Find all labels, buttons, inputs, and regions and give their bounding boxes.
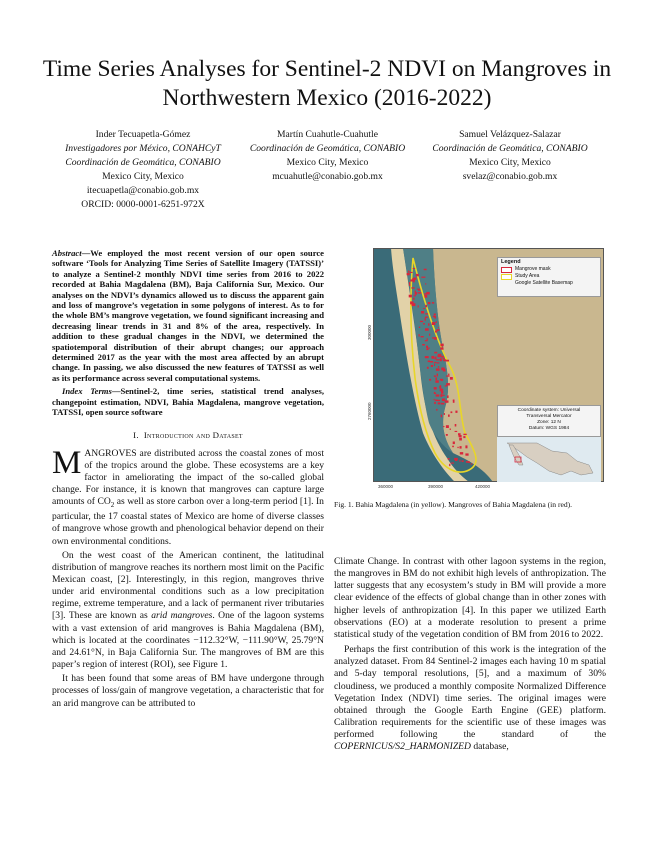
right-paragraph-1: Climate Change. In contrast with other lagoon systems in the region, the mangroves in BM do not exhibit high levels of anthropization. The latter suggests that any ecosystem’s study in BM will provide a more clear evidence of the effects of global change than in other zones with higher levels of anthropization [4]. In this paper we utilized Earth observations (EO) at a moderate resolution to present a prime statistical study of the vegetation condition of BM from 2016 to 2022. — [334, 556, 606, 640]
mangrove-patch — [460, 452, 463, 454]
mangrove-patch — [411, 287, 414, 288]
mangrove-patch — [449, 464, 450, 466]
author-block-1 — [40, 128, 246, 212]
mangrove-patch — [441, 391, 443, 394]
legend-label: Mangrove mask — [515, 266, 551, 272]
mangrove-patch — [437, 400, 440, 401]
mangrove-patch — [421, 336, 424, 337]
y-tick-label: 300000 — [367, 324, 372, 340]
mangrove-patch — [436, 395, 440, 397]
author-name: Samuel Velázquez-Salazar — [459, 129, 561, 140]
mangrove-patch — [459, 438, 462, 441]
paragraph-text: ANGROVES are distributed across the coastal zones of most of the tropics around the globe. These ecosystems are a key factor in ameliorating the impact of the so-called global change. For instance, it is known that mangroves can capture large amounts of CO — [52, 447, 324, 508]
mangrove-patch — [434, 314, 436, 316]
author-name: Martín Cuahutle-Cuahutle — [277, 129, 378, 140]
mangrove-patch — [438, 354, 441, 355]
mangrove-patch — [431, 365, 433, 367]
mangrove-patch — [434, 399, 435, 400]
section-number: I. — [133, 429, 139, 440]
mangrove-patch — [444, 413, 445, 415]
mangrove-patch — [440, 379, 443, 381]
mangrove-patch — [440, 344, 443, 347]
mangrove-patch — [446, 425, 449, 428]
mangrove-patch — [424, 269, 427, 271]
mangrove-patch — [410, 279, 413, 281]
mangrove-patch — [452, 446, 454, 448]
mangrove-patch — [416, 274, 419, 276]
mangrove-patch — [434, 352, 437, 354]
intro-paragraph-1 — [52, 444, 324, 548]
mangrove-patch — [440, 390, 441, 391]
mangrove-patch — [455, 424, 457, 427]
mangrove-patch — [425, 319, 426, 321]
mangrove-patch — [432, 337, 433, 339]
intro-paragraph-2 — [52, 550, 324, 672]
subscript: 2 — [110, 501, 115, 510]
mangrove-patch — [455, 411, 457, 413]
mangrove-patch — [451, 411, 453, 413]
mangrove-patch — [441, 415, 442, 418]
coord-line: Zone: 12 N — [537, 420, 561, 425]
mangrove-patch — [425, 340, 427, 341]
paragraph-text: as well as store carbon over a long-term period [1]. In particular, the 17 coastal states of Mexico are home of diverse classes of mangrove whose growth and phenological behavior depend on their own environmental conditions. — [52, 496, 324, 547]
legend-title: Legend — [501, 259, 521, 265]
mangrove-patch — [434, 375, 436, 377]
study-area-swatch — [501, 274, 512, 280]
mangrove-patch — [434, 362, 436, 363]
mangrove-patch — [426, 292, 429, 295]
mangrove-patch — [409, 295, 412, 298]
mangrove-patch — [418, 292, 422, 293]
intro-paragraph-3: It has been found that some areas of BM have undergone through processes of loss/gain of mangrove vegetation, a characteristic that for an arid mangrove can be attributed to — [52, 673, 324, 709]
mangrove-patch — [424, 295, 427, 298]
author-affiliation: Coordinación de Geomática, CONABIO — [432, 143, 588, 154]
paragraph-text: . One of the lagoon systems with a vast extension of arid mangroves is Bahia Magdalena (BM), which is located at the coordinates −112.32°W, −111.90°W, 25.79°N and 24.61°N, in Baja California Sur. The mangroves of BM are this paper’s region of interest (ROI), see Figure 1. — [52, 610, 324, 671]
mangrove-patch — [458, 433, 461, 435]
mangrove-patch — [423, 323, 425, 324]
legend-label: Study Area — [515, 273, 540, 279]
mangrove-swatch — [501, 267, 512, 273]
inset-svg — [497, 437, 601, 482]
author-orcid: ORCID: 0000-0001-6251-972X — [81, 199, 205, 210]
mangrove-patch — [430, 361, 433, 363]
mangrove-patch — [460, 446, 462, 449]
figure-caption: Fig. 1. Bahia Magdalena (in yellow). Mangroves of Bahia Magdalena (in red). — [334, 500, 573, 509]
mangrove-patch — [415, 292, 417, 295]
inset-locator-map — [497, 437, 601, 482]
mangrove-patch — [459, 435, 462, 437]
paper-title: Time Series Analyses for Sentinel-2 NDVI on Mangroves in Northwestern Mexico (2016-2022) — [42, 56, 612, 111]
map-legend — [497, 257, 601, 297]
mangrove-patch — [427, 367, 429, 369]
mangrove-patch — [436, 377, 438, 380]
mangrove-patch — [453, 400, 455, 401]
mangrove-patch — [459, 460, 460, 462]
mangrove-patch — [446, 375, 450, 376]
mangrove-patch — [428, 361, 430, 363]
mangrove-patch — [445, 400, 449, 402]
mangrove-patch — [417, 289, 420, 290]
legend-label: Google Satellite Basemap — [515, 280, 573, 286]
abstract — [52, 248, 324, 383]
section-heading — [52, 430, 324, 440]
section-title: Introduction and Dataset — [143, 429, 243, 440]
mangrove-patch — [434, 337, 437, 340]
mangrove-patch — [434, 316, 436, 318]
mangrove-patch — [427, 348, 430, 349]
author-location: Mexico City, Mexico — [286, 157, 369, 168]
mangrove-patch — [446, 434, 448, 436]
mangrove-patch — [450, 377, 453, 380]
mangrove-patch — [408, 271, 409, 273]
mangrove-patch — [410, 272, 413, 273]
legend-item — [501, 273, 597, 280]
mangrove-patch — [465, 445, 467, 448]
mangrove-patch — [414, 295, 416, 296]
paragraph-text: On the west coast of the American continent, the latitudinal distribution of mangrove reaches its northern most limit on the Pacific Mexican coast, [2]. Interestingly, in this region, mangroves thrive under arid environmental conditions such as a low precipitation regime, extreme temperature, and a lack of permanent river tributaries [3]. These are known as — [52, 549, 324, 622]
mangrove-patch — [443, 426, 445, 427]
mangrove-patch — [438, 402, 441, 404]
mangrove-patch — [443, 369, 446, 372]
mangrove-patch — [436, 368, 440, 370]
mangrove-patch — [410, 301, 414, 304]
mangrove-patch — [418, 305, 419, 307]
x-tick-label: 390000 — [428, 484, 444, 489]
mangrove-patch — [413, 298, 415, 300]
mangrove-patch — [425, 318, 426, 319]
mangrove-patch — [448, 415, 450, 417]
author-email: svelaz@conabio.gob.mx — [462, 171, 558, 182]
mangrove-patch — [419, 334, 420, 337]
mangrove-patch — [440, 347, 443, 349]
mangrove-patch — [428, 323, 429, 325]
mangrove-patch — [465, 453, 468, 455]
mangrove-patch — [419, 327, 420, 328]
mangrove-patch — [455, 431, 458, 432]
mangrove-patch — [434, 392, 435, 394]
drop-cap: M — [52, 444, 82, 481]
mangrove-patch — [423, 308, 425, 309]
mangrove-patch — [434, 387, 437, 389]
mangrove-patch — [436, 409, 437, 411]
right-paragraph-2 — [334, 644, 606, 753]
mangrove-patch — [425, 283, 426, 284]
coord-line: Coordinate system: Universal — [517, 408, 581, 413]
mangrove-patch — [450, 429, 451, 430]
author-location: Mexico City, Mexico — [102, 171, 184, 182]
mangrove-patch — [422, 344, 425, 346]
coordinate-info — [497, 405, 601, 437]
mangrove-patch — [409, 284, 410, 286]
x-tick-label: 360000 — [378, 484, 394, 489]
index-terms — [52, 386, 324, 417]
legend-item — [501, 280, 597, 287]
mangrove-patch — [434, 402, 436, 404]
author-affiliation: Investigadores por México, CONAHCyT — [65, 143, 221, 154]
mangrove-patch — [471, 463, 473, 464]
mangrove-patch — [407, 273, 410, 275]
paragraph-text: Perhaps the first contribution of this work is the integration of the analyzed dataset. From 84 Sentinel-2 images each having 10 m spatial and 5-day temporal resolutions, [5], and a maximum of 30% cloudiness, we produced a monthly composite Normalized Difference Vegetation Index (NDVI) time series. The original images were obtained through the Google Earth Engine (GEE) platform. Calibration requirements for the scientific use of these images was performed following the standard of the — [334, 644, 606, 741]
mangrove-patch — [425, 356, 429, 358]
coord-line: Transversal Mercator — [526, 414, 572, 419]
mangrove-patch — [441, 395, 445, 396]
author-affiliation: Coordinación de Geomática, CONABIO — [249, 143, 406, 154]
mangrove-patch — [425, 305, 427, 308]
y-tick-label: 2760000 — [367, 402, 372, 420]
mangrove-patch — [463, 434, 466, 435]
mangrove-patch — [421, 311, 424, 314]
mangrove-patch — [448, 458, 450, 460]
mangrove-patch — [463, 436, 465, 438]
mangrove-patch — [413, 268, 415, 269]
mangrove-patch — [437, 374, 438, 377]
author-email: itecuapetla@conabio.gob.mx — [86, 185, 200, 196]
paragraph-text: database, — [470, 741, 509, 753]
x-tick-label: 420000 — [475, 484, 491, 489]
mangrove-patch — [442, 356, 444, 358]
mangrove-patch — [446, 383, 450, 385]
abstract-lead: Abstract — [52, 248, 82, 258]
author-affiliation: Coordinación de Geomática, CONABIO — [65, 157, 221, 168]
left-column — [52, 248, 324, 712]
mangrove-patch — [436, 359, 440, 360]
index-terms-text: —Sentinel-2, time series, statistical trend analyses, changepoint estimation, NDVI, Bahia Magdalena, mangrove vegetation, TATSSI, open source software — [52, 386, 324, 418]
abstract-text: —We employed the most recent version of our open source software ‘Tools for Analyzing Time Series of Satellite Imagery (TATSSI)’ to analyze a Sentinel-2 monthly NDVI time series from 2016 to 2022 recorded at Bahia Magdalena (BM), Baja California Sur, Mexico. Our analyses on the NDVI’s dynamics allowed us to discuss the apparent gain and loss of mangrove’s vegetation in some polygons of interest. As to for the whole BM’s mangrove vegetation, we found significant increasing and decreasing linear trends in 31 and 8% of the area, respectively. In addition to these gradual changes in the NDVI, we determined the spatiotemporal distribution of their abrupt changes; our approach determined 2017 as the year with the most area affected by an abrupt change. In passing, we also discussed the new features of TATSSI as well as its performance across several computational systems. — [52, 248, 324, 383]
mangrove-patch — [429, 334, 430, 336]
mangrove-patch — [454, 458, 458, 460]
author-block-2 — [240, 128, 415, 184]
coord-line: Datum: WGS 1984 — [528, 426, 570, 431]
mangrove-patch — [443, 358, 445, 359]
mangrove-patch — [427, 338, 428, 341]
mangrove-patch — [435, 331, 437, 333]
italic-term: arid mangroves — [151, 610, 213, 622]
mangrove-patch — [462, 460, 464, 462]
mangrove-patch — [425, 313, 428, 314]
author-email: mcuahutle@conabio.gob.mx — [272, 171, 383, 182]
mangrove-patch — [440, 358, 442, 361]
mangrove-patch — [420, 321, 423, 322]
mangrove-patch — [453, 442, 455, 445]
mangrove-patch — [421, 277, 425, 278]
legend-item — [501, 266, 597, 273]
mangrove-patch — [436, 362, 439, 363]
mangrove-patch — [409, 282, 410, 284]
author-location: Mexico City, Mexico — [469, 157, 551, 168]
mangrove-patch — [432, 302, 434, 304]
mangrove-patch — [468, 462, 470, 463]
index-terms-lead: Index Terms — [62, 386, 112, 397]
mangrove-patch — [445, 360, 449, 362]
mangrove-patch — [448, 374, 449, 376]
mangrove-patch — [442, 399, 445, 402]
mangrove-patch — [434, 364, 435, 367]
mangrove-patch — [436, 321, 437, 323]
mangrove-patch — [429, 379, 431, 381]
mangrove-patch — [457, 447, 458, 448]
mangrove-patch — [438, 366, 439, 368]
mangrove-patch — [440, 385, 441, 388]
mangrove-patch — [428, 302, 431, 304]
right-column — [334, 556, 606, 756]
mangrove-patch — [441, 403, 444, 405]
mangrove-patch — [451, 463, 455, 464]
mangrove-patch — [435, 380, 438, 383]
author-name: Inder Tecuapetla-Gómez — [95, 129, 191, 140]
mangrove-patch — [425, 328, 429, 330]
italic-term: COPERNICUS/S2_HARMONIZED — [334, 741, 471, 753]
mangrove-patch — [432, 322, 436, 325]
mangrove-patch — [435, 357, 436, 360]
mangrove-patch — [438, 327, 439, 328]
mangrove-patch — [447, 395, 449, 398]
author-block-3 — [410, 128, 610, 184]
mangrove-patch — [431, 356, 434, 359]
